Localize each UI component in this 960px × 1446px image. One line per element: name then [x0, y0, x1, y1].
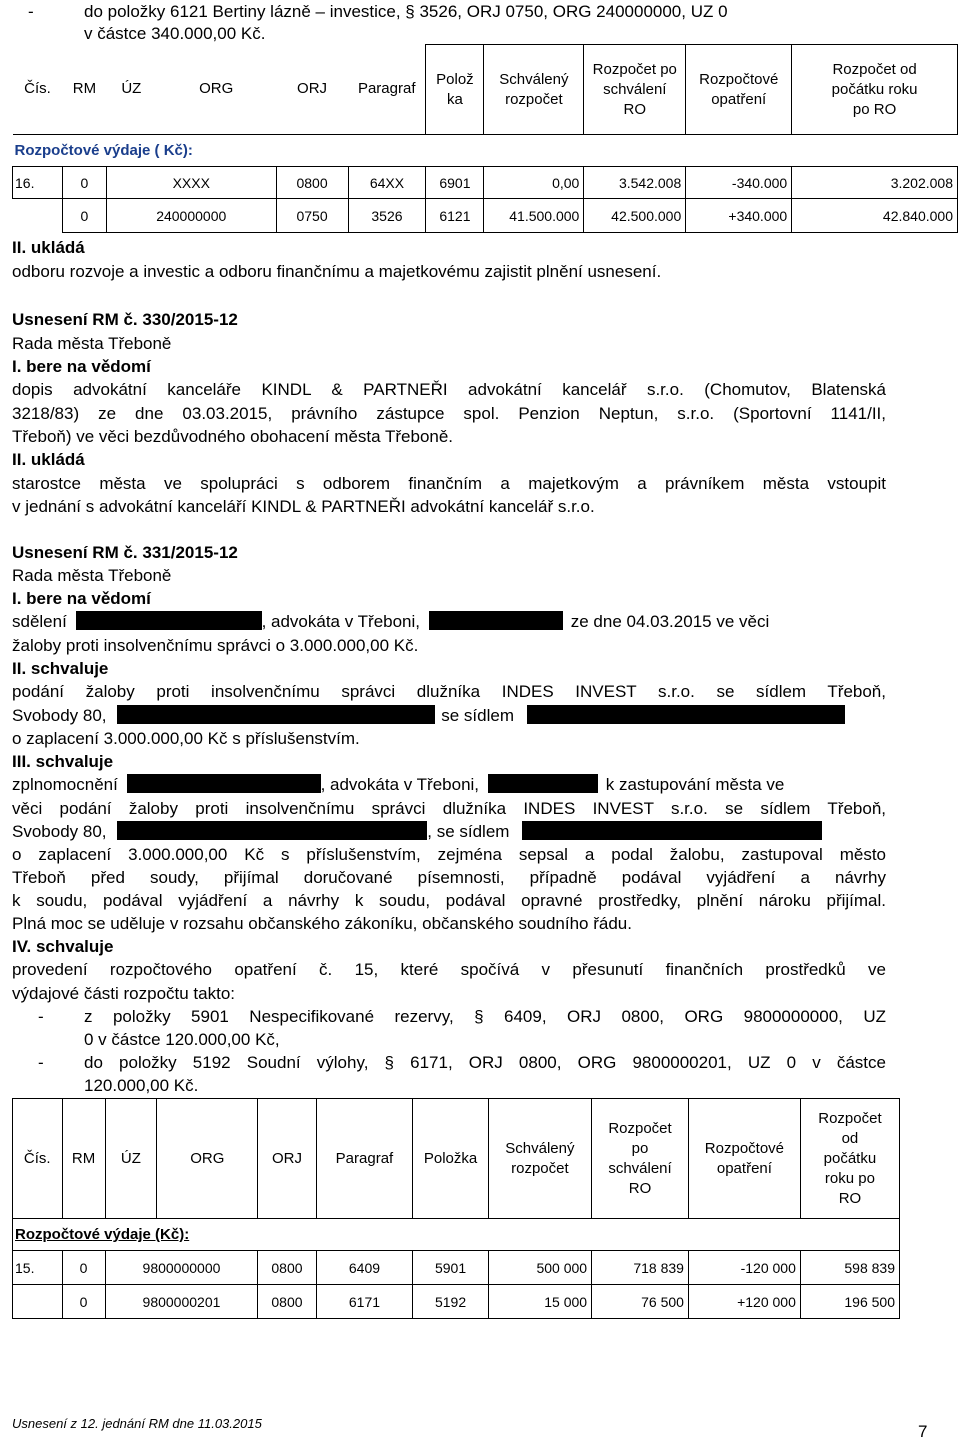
heading-schvaluje: III. schvaluje [12, 752, 114, 771]
section-label: Rozpočtové výdaje (Kč): [13, 1219, 900, 1251]
header-orj: ORJ [297, 80, 328, 98]
paragraph: výdajové části rozpočtu takto: [12, 984, 236, 1003]
heading-uklada: II. ukládá [12, 238, 85, 257]
list-item: 120.000,00 Kč. [84, 1076, 199, 1095]
paragraph: o zaplacení 3.000.000,00 Kč s příslušenstvím, zejména sepsal a podal žalobu, zastupoval město [12, 845, 886, 864]
heading-schvaluje: IV. schvaluje [12, 937, 114, 956]
budget-table-1 [12, 44, 958, 233]
budget-table-2 [12, 1098, 900, 1319]
paragraph: věci podání žaloby proti insolvenčnímu správci dlužníka INDES INVEST s.r.o. se sídlem Třeboň, [12, 799, 886, 818]
paragraph: Plná moc se uděluje v rozsahu občanského zákoníku, občanského soudního řádu. [12, 914, 632, 933]
header-paragraf: Paragraf [316, 1099, 413, 1219]
redaction-bar [117, 821, 427, 840]
paragraph: podání žaloby proti insolvenčnímu správci dlužníka INDES INVEST s.r.o. se sídlem Třeboň, [12, 682, 886, 701]
header-org: ORG [199, 80, 234, 98]
table-header-row [13, 1099, 900, 1219]
redaction-bar [127, 774, 321, 793]
section-row [13, 1219, 900, 1251]
resolution-title: Usnesení RM č. 331/2015-12 [12, 543, 238, 562]
paragraph: 3218/83) ze dne 03.03.2015, právního zástupce spol. Penzion Neptun, s.r.o. (Sportovní 1141/II, [12, 404, 886, 423]
list-dash: - [38, 1007, 44, 1026]
header-po-ro: Rozpočet po schválení RO [584, 45, 686, 135]
heading-bere-na-vedomi: I. bere na vědomí [12, 357, 151, 376]
heading-uklada: II. ukládá [12, 450, 85, 469]
paragraph: v jednání s advokátní kanceláří KINDL & PARTNEŘI advokátní kancelář s.r.o. [12, 497, 595, 516]
header-polozka: Polož ka [426, 45, 484, 135]
resolution-title: Usnesení RM č. 330/2015-12 [12, 310, 238, 329]
paragraph: Svobody 80, se sídlem [12, 704, 845, 728]
header-schvaleny: Schválený rozpočet [488, 1099, 591, 1219]
list-item: do položky 5192 Soudní výlohy, § 6171, ORJ 0800, ORG 9800000201, UZ 0 v částce [84, 1053, 886, 1072]
resolution-subtitle: Rada města Třeboně [12, 566, 172, 585]
redaction-bar [527, 705, 845, 724]
budget-item-line: v částce 340.000,00 Kč. [84, 24, 266, 43]
section-label: Rozpočtové výdaje ( Kč): [13, 135, 958, 167]
header-org: ORG [157, 1099, 258, 1219]
header-polozka: Položka [413, 1099, 488, 1219]
header-rm: RM [72, 80, 97, 98]
table-row: 15. 0 9800000000 0800 6409 5901 500 000 718 839 -120 000 598 839 [13, 1251, 900, 1285]
table-row: 16. 0 XXXX 0800 64XX 6901 0,00 3.542.008 -340.000 3.202.008 [13, 167, 958, 199]
header-od-pocatku: Rozpočet od počátku roku po RO [800, 1099, 899, 1219]
header-rm: RM [62, 1099, 105, 1219]
header-opatreni: Rozpočtové opatření [686, 45, 792, 135]
heading-schvaluje: II. schvaluje [12, 659, 109, 678]
header-cis: Čís. [13, 1099, 63, 1219]
footer-text: Usnesení z 12. jednání RM dne 11.03.2015 [12, 1416, 262, 1431]
paragraph: Svobody 80, , se sídlem [12, 820, 822, 844]
header-opatreni: Rozpočtové opatření [688, 1099, 800, 1219]
header-cis: Čís. [24, 80, 51, 98]
header-po-ro: Rozpočet po schválení RO [592, 1099, 689, 1219]
budget-item-line: do položky 6121 Bertiny lázně – investice, § 3526, ORJ 0750, ORG 240000000, UZ 0 [84, 2, 728, 21]
list-dash: - [38, 1053, 44, 1072]
list-item: z položky 5901 Nespecifikované rezervy, § 6409, ORJ 0800, ORG 9800000000, UZ [84, 1007, 886, 1026]
list-dash: - [28, 2, 34, 21]
header-paragraf: Paragraf [357, 80, 416, 98]
paragraph: zplnomocnění , advokáta v Třeboni, k zastupování města ve [12, 775, 785, 794]
redaction-bar [76, 611, 262, 630]
paragraph: Třeboň před soudy, přijímal doručované písemnosti, případně podával vyjádření a návrhy [12, 868, 886, 887]
paragraph: Třeboň) ve věci bezdůvodného obohacení města Třeboně. [12, 427, 454, 446]
paragraph: žaloby proti insolvenčnímu správci o 3.000.000,00 Kč. [12, 636, 419, 655]
paragraph: k soudu, podával vyjádření a návrhy k soudu, podával opravné prostředky, plnění nároku přijímal. [12, 891, 886, 910]
redaction-bar [429, 611, 563, 630]
header-orj: ORJ [258, 1099, 316, 1219]
paragraph: provedení rozpočtového opatření č. 15, které spočívá v přesunutí finančních prostředků ve [12, 960, 886, 979]
header-uz: ÚZ [105, 1099, 157, 1219]
table-header-row [13, 45, 958, 135]
list-item: 0 v částce 120.000,00 Kč, [84, 1030, 280, 1049]
resolution-subtitle: Rada města Třeboně [12, 334, 172, 353]
paragraph: odboru rozvoje a investic a odboru finančnímu a majetkovému zajistit plnění usnesení. [12, 262, 662, 281]
header-schvaleny: Schválený rozpočet [484, 45, 584, 135]
redaction-bar [488, 774, 598, 793]
table-row: 0 240000000 0750 3526 6121 41.500.000 42.500.000 +340.000 42.840.000 [13, 199, 958, 233]
section-row [13, 135, 958, 167]
header-od-pocatku: Rozpočet od počátku roku po RO [792, 45, 958, 135]
redaction-bar [522, 821, 822, 840]
table-row: 0 9800000201 0800 6171 5192 15 000 76 500 +120 000 196 500 [13, 1285, 900, 1319]
redaction-bar [117, 705, 435, 724]
paragraph: o zaplacení 3.000.000,00 Kč s příslušenstvím. [12, 729, 360, 748]
header-uz: ÚZ [121, 80, 142, 98]
heading-bere-na-vedomi: I. bere na vědomí [12, 589, 151, 608]
paragraph: sdělení , advokáta v Třeboni, ze dne 04.03.2015 ve věci [12, 612, 770, 631]
paragraph: starostce města ve spolupráci s odborem finančním a majetkovým a právníkem města vstoupit [12, 474, 886, 493]
paragraph: dopis advokátní kanceláře KINDL & PARTNEŘI advokátní kancelář s.r.o. (Chomutov, Blatenská [12, 380, 886, 399]
page-number: 7 [918, 1422, 928, 1441]
